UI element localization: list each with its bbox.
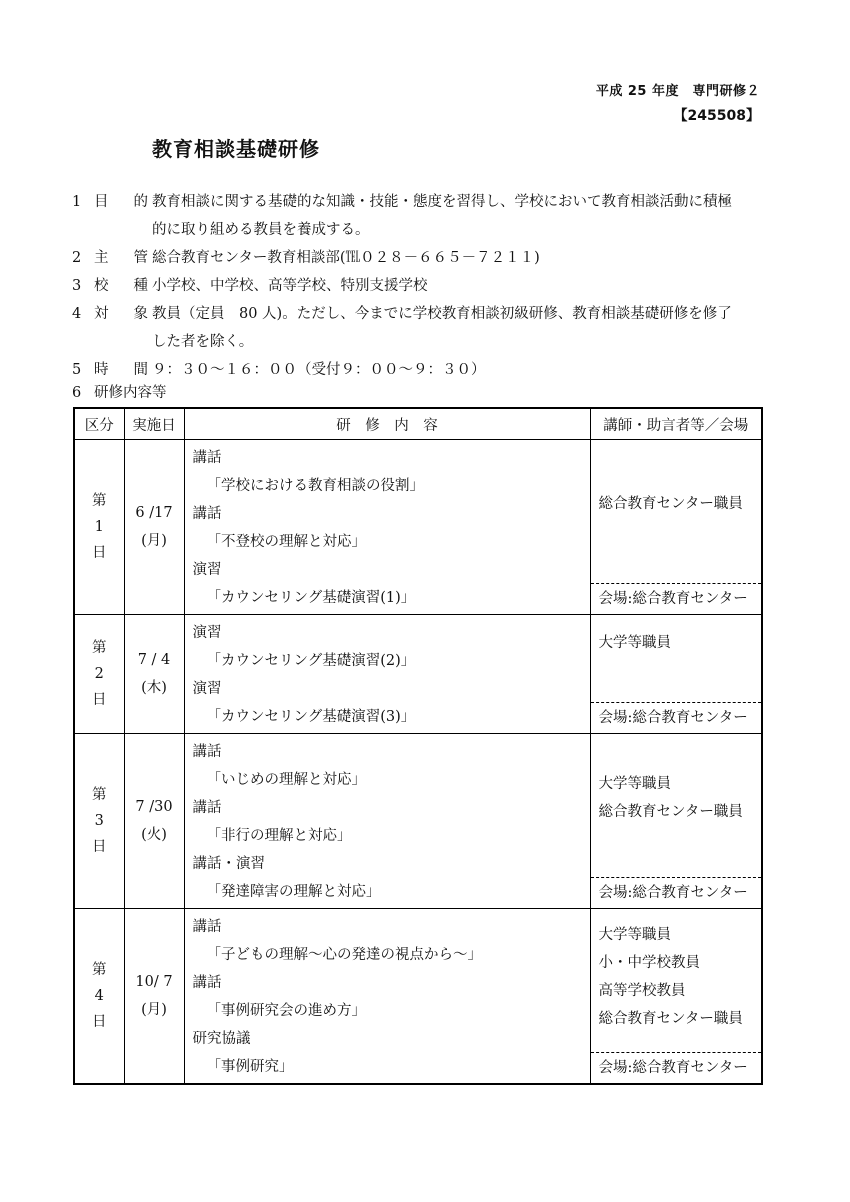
header-kubun: 区分 bbox=[74, 408, 124, 440]
session-content: 講話 「いじめの理解と対応」 講話 「非行の理解と対応」 講話・演習 「発達障害の理解と対応」 bbox=[184, 734, 590, 909]
item-label: 校 種 bbox=[94, 278, 148, 294]
lecturer-name: 小・中学校教員 bbox=[598, 955, 700, 971]
info-item-target bbox=[72, 300, 772, 356]
item-value: 教員（定員 80 人)。ただし、今までに学校教育相談初級研修、教育相談基礎研修を修了 した者を除く。 bbox=[152, 306, 732, 350]
lecturer-name: 大学等職員 bbox=[598, 927, 671, 943]
item-number: 2 bbox=[72, 250, 82, 266]
session-date: 7 / 4 (木) bbox=[124, 615, 184, 734]
session-date: 6 /17 (月) bbox=[124, 440, 184, 615]
page-title: 教育相談基礎研修 bbox=[152, 137, 320, 161]
lecturer-name: 高等学校教員 bbox=[598, 983, 686, 999]
lecturer-name: 総合教育センター職員 bbox=[598, 1011, 743, 1027]
lecturer-cell bbox=[590, 440, 762, 615]
table-row bbox=[74, 909, 762, 1085]
day-label: 第 4 日 bbox=[74, 909, 124, 1085]
lecturer-name: 大学等職員 bbox=[598, 776, 671, 792]
day-label: 第 2 日 bbox=[74, 615, 124, 734]
course-info-list bbox=[72, 188, 772, 384]
item-value: 総合教育センター教育相談部(℡０２８－６６５－７２１１) bbox=[152, 250, 540, 266]
info-item-purpose bbox=[72, 188, 772, 244]
item-number: 3 bbox=[72, 278, 82, 294]
item-number: 4 bbox=[72, 306, 82, 322]
venue: 会場:総合教育センター bbox=[591, 877, 762, 908]
lecturer-cell bbox=[590, 909, 762, 1085]
fiscal-year-label: 平成 25 年度 専門研修２ bbox=[595, 84, 760, 99]
lecturer-name: 大学等職員 bbox=[598, 635, 671, 651]
item-label: 時 間 bbox=[94, 362, 148, 378]
course-code: 【245508】 bbox=[673, 108, 760, 124]
info-item-school-type bbox=[72, 272, 772, 300]
table-row bbox=[74, 615, 762, 734]
session-date: 10/ 7 (月) bbox=[124, 909, 184, 1085]
table-header-row bbox=[74, 408, 762, 440]
item-label: 対 象 bbox=[94, 306, 148, 322]
item-value: ９：３０～１６：００（受付９：００～９：３０） bbox=[152, 362, 486, 378]
table-row bbox=[74, 440, 762, 615]
session-content: 演習 「カウンセリング基礎演習(2)」 演習 「カウンセリング基礎演習(3)」 bbox=[184, 615, 590, 734]
day-label: 第 1 日 bbox=[74, 440, 124, 615]
day-label: 第 3 日 bbox=[74, 734, 124, 909]
session-date: 7 /30 (火) bbox=[124, 734, 184, 909]
session-content: 講話 「子どもの理解～心の発達の視点から～」 講話 「事例研究会の進め方」 研究協議 「事例研究」 bbox=[184, 909, 590, 1085]
lecturer-cell bbox=[590, 734, 762, 909]
venue: 会場:総合教育センター bbox=[591, 702, 762, 733]
item-number: 1 bbox=[72, 194, 82, 210]
venue: 会場:総合教育センター bbox=[591, 1052, 762, 1083]
info-item-organizer bbox=[72, 244, 772, 272]
table-row bbox=[74, 734, 762, 909]
header-date: 実施日 bbox=[124, 408, 184, 440]
header-lecturer: 講師・助言者等／会場 bbox=[590, 408, 762, 440]
venue: 会場:総合教育センター bbox=[591, 583, 762, 614]
schedule-table bbox=[73, 407, 763, 1085]
item-value: 教育相談に関する基礎的な知識・技能・態度を習得し、学校において教育相談活動に積極 的に取り組める教員を養成する。 bbox=[152, 194, 732, 238]
lecturer-cell bbox=[590, 615, 762, 734]
section-6-heading: 6 研修内容等 bbox=[72, 385, 167, 401]
lecturer-name: 総合教育センター職員 bbox=[598, 496, 743, 512]
session-content: 講話 「学校における教育相談の役割」 講話 「不登校の理解と対応」 演習 「カウンセリング基礎演習(1)」 bbox=[184, 440, 590, 615]
info-item-time bbox=[72, 356, 772, 384]
lecturer-name: 総合教育センター職員 bbox=[598, 804, 743, 820]
item-label: 主 管 bbox=[94, 250, 148, 266]
item-number: 5 bbox=[72, 362, 82, 378]
header-content: 研 修 内 容 bbox=[184, 408, 590, 440]
item-value: 小学校、中学校、高等学校、特別支援学校 bbox=[152, 278, 428, 294]
item-label: 目 的 bbox=[94, 194, 148, 210]
